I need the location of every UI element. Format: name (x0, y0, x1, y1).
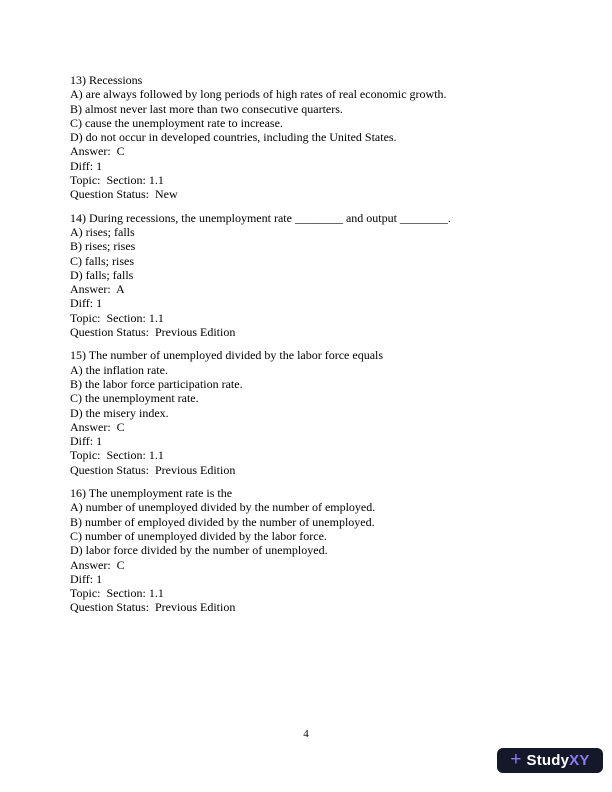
question-block-14 (70, 211, 576, 340)
question-option-c: C) the unemployment rate. (70, 391, 199, 406)
question-topic: Topic: Section: 1.1 (70, 310, 164, 325)
question-option-c: C) cause the unemployment rate to increase. (70, 115, 283, 130)
question-topic: Topic: Section: 1.1 (70, 448, 164, 463)
question-status: Question Status: New (70, 187, 178, 202)
question-answer: Answer: C (70, 144, 125, 159)
question-option-b: B) number of employed divided by the number of unemployed. (70, 514, 375, 529)
question-prompt: 14) During recessions, the unemployment rate ________ and output ________. (70, 210, 451, 225)
question-list (70, 73, 576, 624)
question-option-b: B) rises; rises (70, 239, 136, 254)
question-option-a: A) rises; falls (70, 224, 135, 239)
plus-icon: + (510, 749, 522, 770)
question-prompt: 13) Recessions (70, 73, 143, 87)
brand-name-primary: Study (526, 752, 570, 769)
brand-name (527, 752, 590, 769)
brand-name-accent: XY (569, 752, 590, 769)
page-number: 4 (303, 728, 309, 740)
question-option-c: C) falls; rises (70, 253, 134, 268)
question-option-c: C) number of unemployed divided by the labor force. (70, 528, 327, 543)
question-status: Question Status: Previous Edition (70, 600, 236, 615)
question-option-a: A) number of unemployed divided by the number of employed. (70, 500, 376, 515)
question-diff: Diff: 1 (70, 158, 103, 173)
question-prompt: 15) The number of unemployed divided by the labor force equals (70, 348, 384, 363)
question-block-13 (70, 73, 576, 202)
question-option-d: D) do not occur in developed countries, including the United States. (70, 130, 397, 145)
question-block-16 (70, 486, 576, 615)
question-status: Question Status: Previous Edition (70, 325, 236, 340)
question-diff: Diff: 1 (70, 571, 103, 586)
question-topic: Topic: Section: 1.1 (70, 173, 164, 188)
question-option-d: D) the misery index. (70, 405, 169, 420)
question-answer: Answer: C (70, 419, 125, 434)
question-option-a: A) are always followed by long periods of high rates of real economic growth. (70, 87, 447, 102)
question-topic: Topic: Section: 1.1 (70, 586, 164, 601)
studyxy-logo-badge (497, 748, 603, 773)
question-option-b: B) the labor force participation rate. (70, 376, 243, 391)
question-option-b: B) almost never last more than two consecutive quarters. (70, 101, 343, 116)
question-answer: Answer: C (70, 557, 125, 572)
question-diff: Diff: 1 (70, 296, 103, 311)
question-option-d: D) falls; falls (70, 267, 134, 282)
question-answer: Answer: A (70, 282, 125, 297)
question-status: Question Status: Previous Edition (70, 462, 236, 477)
question-option-d: D) labor force divided by the number of unemployed. (70, 543, 328, 558)
question-block-15 (70, 348, 576, 477)
question-prompt: 16) The unemployment rate is the (70, 486, 233, 501)
question-diff: Diff: 1 (70, 434, 103, 449)
question-option-a: A) the inflation rate. (70, 362, 168, 377)
